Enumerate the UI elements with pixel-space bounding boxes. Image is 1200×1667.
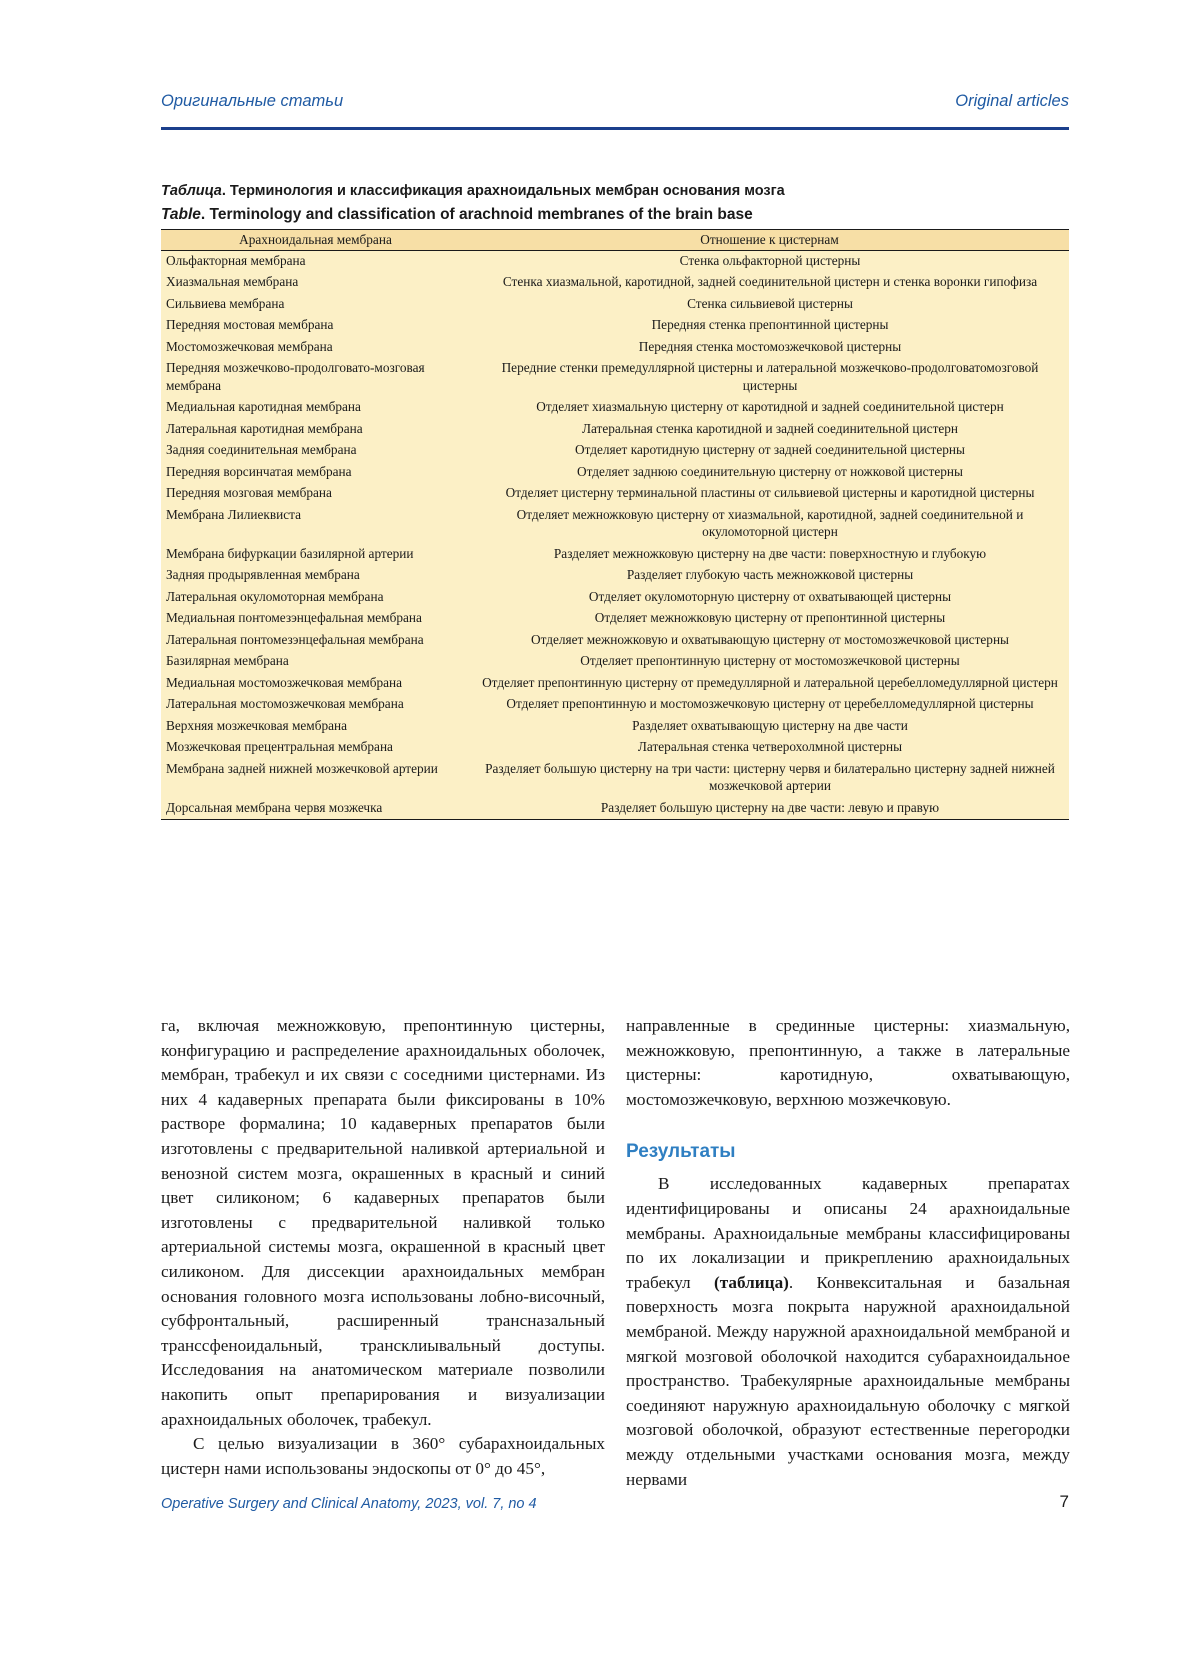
membrane-name-cell: Передняя ворсинчатая мембрана: [161, 462, 470, 484]
cistern-relation-cell: Отделяет цистерну терминальной пластины от сильвиевой цистерны и каротидной цистерны: [470, 483, 1069, 505]
caption-ru-text: . Терминология и классификация арахноидальных мембран основания мозга: [222, 183, 785, 199]
table-row: [161, 694, 1069, 716]
table-row: [161, 737, 1069, 759]
table-row: [161, 716, 1069, 738]
running-header: [161, 92, 1069, 111]
cistern-relation-cell: Отделяет хиазмальную цистерну от каротидной и задней соединительной цистерн: [470, 397, 1069, 419]
results-text-part: . Конвекситальная и базальная поверхность мозга покрыта наружной арахноидальной мембраной. Между наружной арахноидальной мембраной и мягкой мозговой оболочкой находится субарахноидальное пространство. Трабекулярные арахноидальные мембраны соединяют наружную арахноидальную оболочку с мягкой мозговой оболочкой, образуют естественные перегородки между отдельными участками основания мозга, между нервами: [626, 1273, 1070, 1489]
membrane-name-cell: Ольфакторная мембрана: [161, 250, 470, 272]
table-row: [161, 544, 1069, 566]
caption-en-text: . Terminology and classification of arachnoid membranes of the brain base: [201, 206, 753, 223]
cistern-relation-cell: Разделяет большую цистерну на две части: левую и правую: [470, 798, 1069, 820]
membrane-name-cell: Мозжечковая прецентральная мембрана: [161, 737, 470, 759]
section-label-ru: Оригинальные статьи: [161, 92, 343, 111]
cistern-relation-cell: Латеральная стенка каротидной и задней соединительной цистерн: [470, 419, 1069, 441]
results-text-part: В исследованных кадаверных препаратах идентифицированы и описаны 24 арахноидальные мембраны. Арахноидальные мембраны классифицированы по их локализации и прикреплению арахноидальных трабекул: [626, 1174, 1070, 1291]
membrane-name-cell: Верхняя мозжечковая мембрана: [161, 716, 470, 738]
membrane-name-cell: Латеральная понтомезэнцефальная мембрана: [161, 630, 470, 652]
cistern-relation-cell: Отделяет заднюю соединительную цистерну от ножковой цистерны: [470, 462, 1069, 484]
cistern-relation-cell: Отделяет межножковую цистерну от препонтинной цистерны: [470, 608, 1069, 630]
membrane-name-cell: Передняя мозговая мембрана: [161, 483, 470, 505]
footer-journal-citation: Operative Surgery and Clinical Anatomy, 2023, vol. 7, no 4: [161, 1496, 537, 1512]
membrane-name-cell: Передняя мостовая мембрана: [161, 315, 470, 337]
membrane-name-cell: Задняя продырявленная мембрана: [161, 565, 470, 587]
membrane-name-cell: Медиальная каротидная мембрана: [161, 397, 470, 419]
membrane-name-cell: Сильвиева мембрана: [161, 294, 470, 316]
body-paragraph: направленные в срединные цистерны: хиазмальную, межножковую, препонтинную, а также в латеральные цистерны: каротидную, охватывающую, мостомозжечковую, верхнюю мозжечковую.: [626, 1014, 1070, 1112]
table-row: [161, 608, 1069, 630]
table-row: [161, 358, 1069, 397]
table-row: [161, 483, 1069, 505]
cistern-relation-cell: Передние стенки премедуллярной цистерны и латеральной мозжечково-продолговатомозговой цистерны: [470, 358, 1069, 397]
cistern-relation-cell: Стенка ольфакторной цистерны: [470, 250, 1069, 272]
cistern-relation-cell: Отделяет окуломоторную цистерну от охватывающей цистерны: [470, 587, 1069, 609]
table-reference: (таблица): [714, 1273, 789, 1292]
table-header-row: [161, 230, 1069, 251]
table-row: [161, 759, 1069, 798]
table-row: [161, 587, 1069, 609]
table-row: [161, 505, 1069, 544]
cistern-relation-cell: Разделяет большую цистерну на три части: цистерну червя и билатерально цистерну задней нижней мозжечковой артерии: [470, 759, 1069, 798]
membrane-name-cell: Медиальная понтомезэнцефальная мембрана: [161, 608, 470, 630]
results-heading: Результаты: [626, 1140, 1070, 1164]
membrane-name-cell: Мембрана задней нижней мозжечковой артерии: [161, 759, 470, 798]
table-row: [161, 630, 1069, 652]
membrane-name-cell: Латеральная окуломоторная мембрана: [161, 587, 470, 609]
table-row: [161, 651, 1069, 673]
cistern-relation-cell: Разделяет глубокую часть межножковой цистерны: [470, 565, 1069, 587]
table-row: [161, 294, 1069, 316]
table-body: [161, 250, 1069, 820]
cistern-relation-cell: Отделяет межножковую цистерну от хиазмальной, каротидной, задней соединительной и окуломоторной цистерн: [470, 505, 1069, 544]
table-caption-ru: [161, 180, 1069, 203]
cistern-relation-cell: Разделяет межножковую цистерну на две части: поверхностную и глубокую: [470, 544, 1069, 566]
body-paragraph: га, включая межножковую, препонтинную цистерны, конфигурацию и распределение арахноидальных оболочек, мембран, трабекул и их связи с соседними цистернами. Из них 4 кадаверных препарата были фиксированы в 10% растворе формалина; 10 кадаверных препаратов были изготовлены с предварительной наливкой артериальной и венозной систем мозга, окрашенных в красный и синий цвет силиконом; 6 кадаверных препаратов были изготовлены с предварительной наливкой только артериальной системы мозга, окрашенной в красный цвет силиконом. Для диссекции арахноидальных мембран основания головного мозга использованы лобно-височный, субфронтальный, расширенный трансназальный транссфеноидальный, трансклиывальный доступы. Исследования на анатомическом материале позволили накопить опыт препарирования и визуализации арахноидальных оболочек, трабекул.: [161, 1014, 605, 1432]
caption-ru-label: Таблица: [161, 183, 222, 199]
cistern-relation-cell: Отделяет межножковую и охватывающую цистерну от мостомозжечковой цистерны: [470, 630, 1069, 652]
membrane-name-cell: Латеральная каротидная мембрана: [161, 419, 470, 441]
table-row: [161, 397, 1069, 419]
left-column: [161, 1014, 605, 1481]
membrane-name-cell: Мостомозжечковая мембрана: [161, 337, 470, 359]
table-row: [161, 337, 1069, 359]
column-header-membrane: Арахноидальная мембрана: [161, 230, 470, 251]
cistern-relation-cell: Отделяет препонтинную цистерну от мостомозжечковой цистерны: [470, 651, 1069, 673]
table-caption: [161, 180, 1069, 226]
cistern-relation-cell: Стенка сильвиевой цистерны: [470, 294, 1069, 316]
table-row: [161, 315, 1069, 337]
membrane-name-cell: Мембрана Лилиеквиста: [161, 505, 470, 544]
table-row: [161, 798, 1069, 820]
table-row: [161, 673, 1069, 695]
membrane-name-cell: Базилярная мембрана: [161, 651, 470, 673]
membranes-table: [161, 229, 1069, 820]
table-row: [161, 419, 1069, 441]
cistern-relation-cell: Отделяет препонтинную цистерну от премедуллярной и латеральной церебелломедуллярной цистерн: [470, 673, 1069, 695]
caption-en-label: Table: [161, 206, 201, 223]
cistern-relation-cell: Передняя стенка препонтинной цистерны: [470, 315, 1069, 337]
membrane-name-cell: Передняя мозжечково-продолговато-мозговая мембрана: [161, 358, 470, 397]
column-header-relation: Отношение к цистернам: [470, 230, 1069, 251]
cistern-relation-cell: Стенка хиазмальной, каротидной, задней соединительной цистерн и стенка воронки гипофиза: [470, 272, 1069, 294]
cistern-relation-cell: Передняя стенка мостомозжечковой цистерны: [470, 337, 1069, 359]
membrane-name-cell: Латеральная мостомозжечковая мембрана: [161, 694, 470, 716]
cistern-relation-cell: Отделяет препонтинную и мостомозжечковую цистерну от церебелломедуллярной цистерны: [470, 694, 1069, 716]
body-paragraph: С целью визуализации в 360° субарахноидальных цистерн нами использованы эндоскопы от 0° до 45°,: [161, 1432, 605, 1481]
header-rule: [161, 127, 1069, 130]
table-row: [161, 272, 1069, 294]
right-column: [626, 1014, 1070, 1492]
membrane-name-cell: Хиазмальная мембрана: [161, 272, 470, 294]
table-row: [161, 250, 1069, 272]
membrane-name-cell: Дорсальная мембрана червя мозжечка: [161, 798, 470, 820]
membrane-name-cell: Медиальная мостомозжечковая мембрана: [161, 673, 470, 695]
cistern-relation-cell: Отделяет каротидную цистерну от задней соединительной цистерны: [470, 440, 1069, 462]
table-caption-en: [161, 203, 1069, 226]
table-row: [161, 440, 1069, 462]
cistern-relation-cell: Разделяет охватывающую цистерну на две части: [470, 716, 1069, 738]
table-row: [161, 565, 1069, 587]
membrane-name-cell: Мембрана бифуркации базилярной артерии: [161, 544, 470, 566]
page-number: 7: [1060, 1492, 1069, 1512]
body-paragraph: [626, 1172, 1070, 1492]
table-row: [161, 462, 1069, 484]
membrane-name-cell: Задняя соединительная мембрана: [161, 440, 470, 462]
cistern-relation-cell: Латеральная стенка четверохолмной цистерны: [470, 737, 1069, 759]
section-label-en: Original articles: [955, 92, 1069, 111]
